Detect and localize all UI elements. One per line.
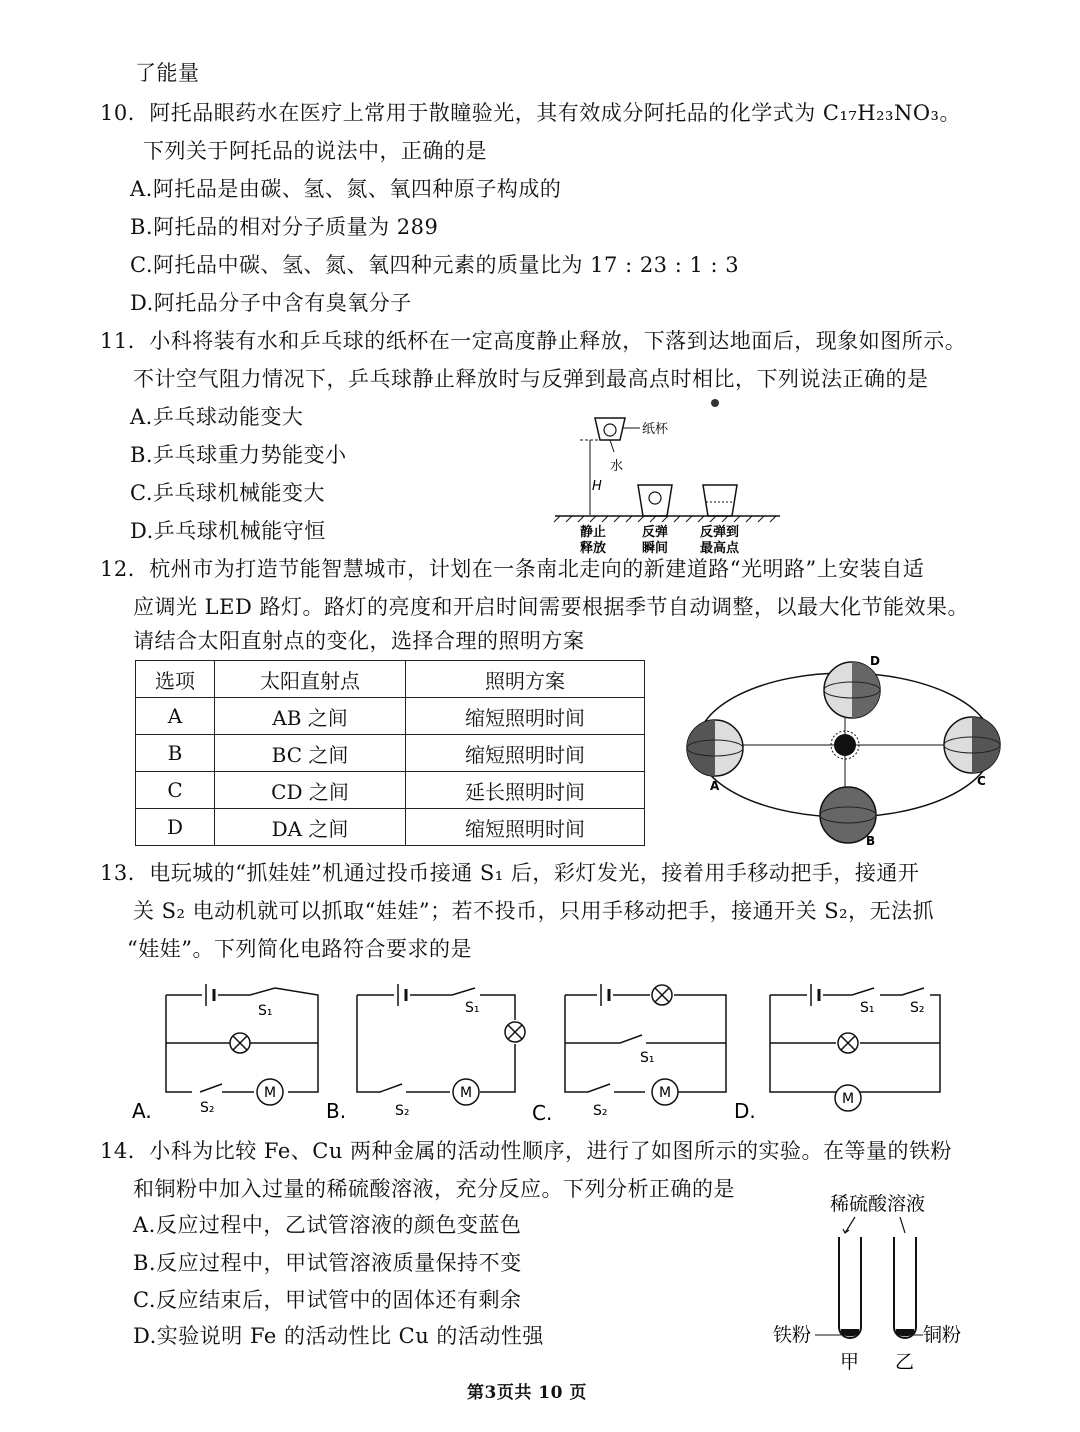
q11-option-b: B.乒乓球重力势能变小 bbox=[130, 443, 347, 467]
stage2-label-1: 反弹 bbox=[642, 525, 669, 540]
tube-yi-label: 乙 bbox=[895, 1351, 915, 1373]
q14-stem-2: 和铜粉中加入过量的稀硫酸溶液，充分反应。下列分析正确的是 bbox=[133, 1177, 735, 1201]
table-cell: AB 之间 bbox=[215, 698, 406, 735]
q12-stem-1: 12．杭州市为打造节能智慧城市，计划在一条南北走向的新建道路“光明路”上安装自适 bbox=[100, 557, 925, 581]
orbit-label-d: D bbox=[870, 654, 880, 668]
q14-option-a: A.反应过程中，乙试管溶液的颜色变蓝色 bbox=[133, 1213, 522, 1237]
circuit-label-d: D. bbox=[734, 1099, 756, 1123]
q14-test-tubes-figure bbox=[765, 1185, 985, 1375]
motor-icon bbox=[257, 1079, 283, 1105]
cup-top bbox=[703, 485, 737, 516]
table-row bbox=[136, 772, 645, 809]
table-cell: 缩短照明时间 bbox=[406, 735, 645, 772]
orbit-label-a: A bbox=[710, 779, 720, 793]
svg-text:M: M bbox=[658, 1085, 672, 1101]
svg-text:M: M bbox=[459, 1085, 473, 1101]
cup-released bbox=[595, 418, 625, 440]
switch-s2-label: S₂ bbox=[395, 1103, 410, 1119]
q14-option-b: B.反应过程中，甲试管溶液质量保持不变 bbox=[133, 1251, 522, 1275]
lamp-icon bbox=[230, 1033, 250, 1053]
switch-s2-label: S₂ bbox=[200, 1100, 215, 1116]
circuit-c bbox=[565, 995, 726, 1092]
stage1-label-1: 静止 bbox=[580, 525, 607, 540]
table-cell: CD 之间 bbox=[215, 772, 406, 809]
orbit-label-b: B bbox=[866, 834, 876, 848]
lamp-icon bbox=[505, 1022, 525, 1042]
carry-over-text: 了能量 bbox=[135, 61, 200, 85]
orbit-label-c: C bbox=[977, 774, 986, 788]
test-tube-jia bbox=[839, 1237, 861, 1338]
switch-s1-label: S₁ bbox=[465, 1000, 480, 1016]
q11-option-c: C.乒乓球机械能变大 bbox=[130, 481, 325, 505]
table-cell: B bbox=[136, 735, 215, 772]
svg-text:M: M bbox=[263, 1085, 277, 1101]
switch-s2-label: S₂ bbox=[593, 1103, 608, 1119]
q11-option-d: D.乒乓球机械能守恒 bbox=[130, 519, 326, 543]
ball-impact bbox=[649, 492, 661, 504]
height-label: H bbox=[592, 479, 602, 494]
q11-option-a: A.乒乓球动能变大 bbox=[130, 405, 304, 429]
cup-label: 纸杯 bbox=[642, 422, 669, 437]
acid-label: 稀硫酸溶液 bbox=[830, 1193, 926, 1215]
iron-powder-label: 铁粉 bbox=[773, 1324, 812, 1346]
q10-stem-2: 下列关于阿托品的说法中，正确的是 bbox=[143, 139, 487, 163]
q14-stem-1: 14．小科为比较 Fe、Cu 两种金属的活动性顺序，进行了如图所示的实验。在等量的铁粉 bbox=[100, 1139, 953, 1163]
circuit-label-a: A. bbox=[132, 1099, 152, 1123]
q13-stem-2: 关 S₂ 电动机就可以抓取“娃娃”；若不投币，只用手移动把手，接通开关 S₂，无法抓 bbox=[133, 899, 935, 923]
ball-released bbox=[604, 424, 616, 436]
q14-option-c: C.反应结束后，甲试管中的固体还有剩余 bbox=[133, 1288, 522, 1312]
cup-impact bbox=[638, 485, 672, 516]
q11-stem-2: 不计空气阻力情况下，乒乓球静止释放时与反弹到最高点时相比，下列说法正确的是 bbox=[133, 367, 929, 391]
stray-dot bbox=[711, 399, 719, 407]
stage3-label-2: 最高点 bbox=[700, 541, 740, 556]
earth-orbit-figure bbox=[680, 645, 1010, 850]
q10-stem-1: 10．阿托品眼药水在医疗上常用于散瞳验光，其有效成分阿托品的化学式为 C₁₇H₂₃NO₃。 bbox=[100, 101, 961, 125]
table-row bbox=[136, 698, 645, 735]
table-header-row bbox=[136, 661, 645, 698]
q12-stem-3: 请结合太阳直射点的变化，选择合理的照明方案 bbox=[133, 629, 585, 653]
circuit-b bbox=[357, 988, 515, 1092]
table-header-cell: 照明方案 bbox=[406, 661, 645, 698]
copper-powder-label: 铜粉 bbox=[923, 1324, 962, 1346]
q13-stem-1: 13．电玩城的“抓娃娃”机通过投币接通 S₁ 后，彩灯发光，接着用手移动把手，接通开 bbox=[100, 861, 920, 885]
sun-icon bbox=[834, 734, 856, 756]
q12-options-table bbox=[135, 660, 645, 846]
q14-option-d: D.实验说明 Fe 的活动性比 Cu 的活动性强 bbox=[133, 1324, 544, 1348]
circuit-label-c: C. bbox=[532, 1101, 553, 1125]
table-cell: C bbox=[136, 772, 215, 809]
switch-s1-label: S₁ bbox=[860, 1000, 875, 1016]
table-cell: 缩短照明时间 bbox=[406, 698, 645, 735]
q12-stem-2: 应调光 LED 路灯。路灯的亮度和开启时间需要根据季节自动调整，以最大化节能效果。 bbox=[133, 595, 969, 619]
tube-jia-label: 甲 bbox=[840, 1351, 860, 1373]
switch-s1-label: S₁ bbox=[640, 1050, 655, 1066]
table-row bbox=[136, 809, 645, 846]
q10-option-c: C.阿托品中碳、氢、氮、氧四种元素的质量比为 17 : 23 : 1 : 3 bbox=[130, 253, 740, 277]
q10-option-a: A.阿托品是由碳、氢、氮、氧四种原子构成的 bbox=[130, 177, 562, 201]
lamp-icon bbox=[838, 1033, 858, 1053]
q11-figure bbox=[540, 390, 790, 560]
water-label: 水 bbox=[610, 459, 624, 474]
q10-option-d: D.阿托品分子中含有臭氧分子 bbox=[130, 291, 412, 315]
stage1-label-2: 释放 bbox=[580, 541, 607, 556]
motor-icon bbox=[835, 1085, 861, 1111]
table-cell: 延长照明时间 bbox=[406, 772, 645, 809]
table-cell: A bbox=[136, 698, 215, 735]
table-cell: DA 之间 bbox=[215, 809, 406, 846]
stage3-label-1: 反弹到 bbox=[700, 525, 740, 540]
q13-stem-3: “娃娃”。下列简化电路符合要求的是 bbox=[127, 937, 472, 961]
table-cell: BC 之间 bbox=[215, 735, 406, 772]
table-cell: D bbox=[136, 809, 215, 846]
lamp-icon bbox=[652, 985, 672, 1005]
circuit-label-b: B. bbox=[326, 1099, 347, 1123]
switch-s2-label: S₂ bbox=[910, 1000, 925, 1016]
q13-circuits bbox=[130, 970, 960, 1125]
q11-stem-1: 11．小科将装有水和乒乓球的纸杯在一定高度静止释放，下落到达地面后，现象如图所示。 bbox=[100, 329, 967, 353]
table-cell: 缩短照明时间 bbox=[406, 809, 645, 846]
svg-text:M: M bbox=[841, 1091, 855, 1107]
switch-s1-label: S₁ bbox=[258, 1003, 273, 1019]
page-footer: 第3页共 10 页 bbox=[467, 1383, 587, 1403]
table-row bbox=[136, 735, 645, 772]
table-header-cell: 太阳直射点 bbox=[215, 661, 406, 698]
motor-icon bbox=[453, 1079, 479, 1105]
motor-icon bbox=[652, 1079, 678, 1105]
q10-option-b: B.阿托品的相对分子质量为 289 bbox=[130, 215, 439, 239]
stage2-label-2: 瞬间 bbox=[642, 541, 669, 556]
table-header-cell: 选项 bbox=[136, 661, 215, 698]
test-tube-yi bbox=[894, 1237, 916, 1338]
